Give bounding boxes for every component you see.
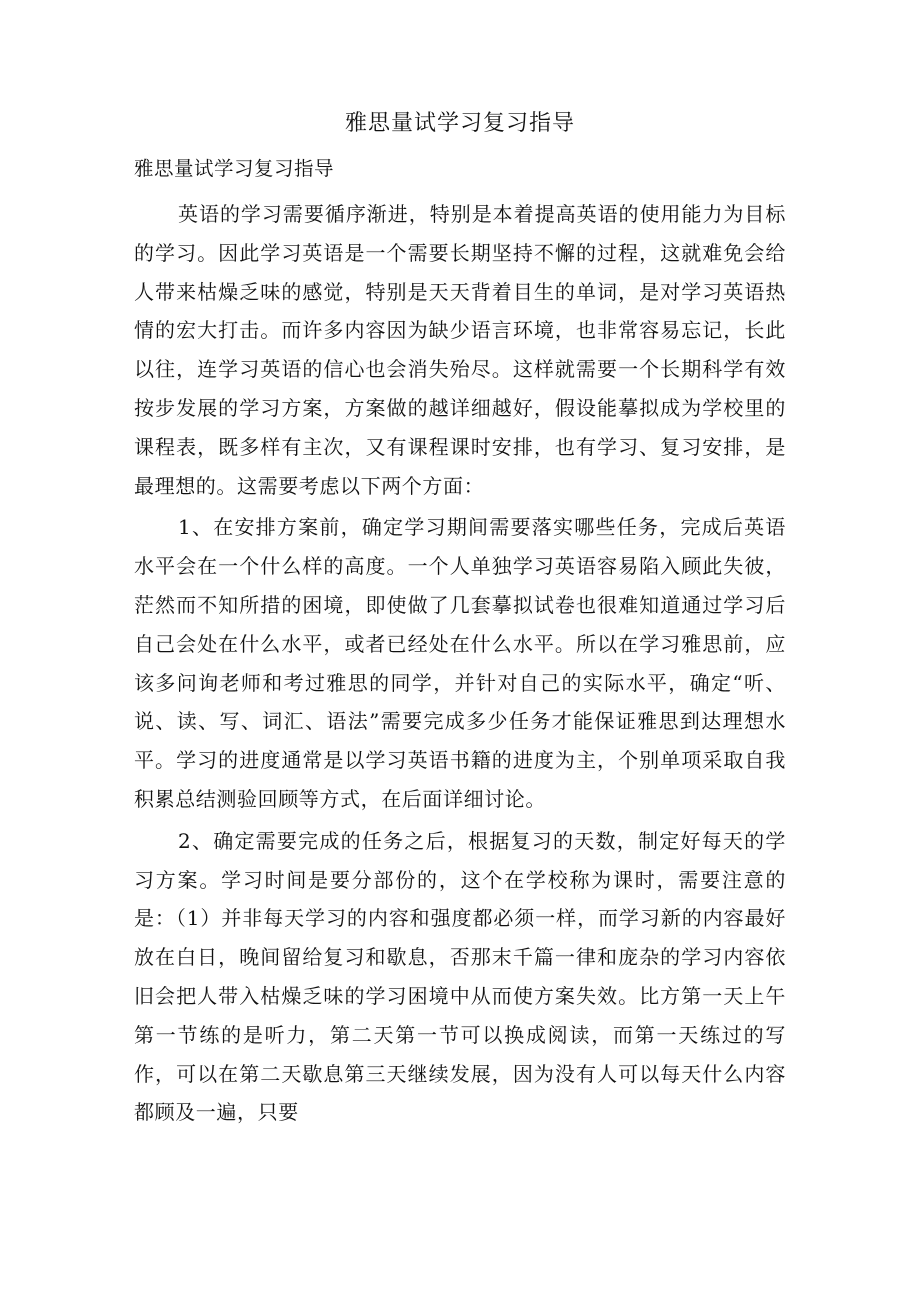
document-body [134,195,786,1132]
paragraph-intro: 英语的学习需要循序渐进，特别是本着提高英语的使用能力为目标的学习。因此学习英语是一个需要长期坚持不懈的过程，这就难免会给人带来枯燥乏味的感觉，特别是天天背着目生的单词，是对学习英语热情的宏大打击。而许多内容因为缺少语言环境，也非常容易忘记，长此以往，连学习英语的信心也会消失殆尽。这样就需要一个长期科学有效按步发展的学习方案，方案做的越详细越好，假设能摹拟成为学校里的课程表，既多样有主次，又有课程课时安排，也有学习、复习安排，是最理想的。这需要考虑以下两个方面： [134,202,786,498]
paragraph-point-2: 2、确定需要完成的任务之后，根据复习的天数，制定好每天的学习方案。学习时间是要分部份的，这个在学校称为课时，需要注意的是：（1）并非每天学习的内容和强度都必须一样，而学习新的内容最好放在白日，晚间留给复习和歇息，否那末千篇一律和庞杂的学习内容依旧会把人带入枯燥乏味的学习困境中从而使方案失效。比方第一天上午第一节练的是听力，第二天第一节可以换成阅读，而第一天练过的写作，可以在第二天歇息第三天继续发展，因为没有人可以每天什么内容都顾及一遍，只要 [134,828,786,1125]
paragraph-point-1: 1、在安排方案前，确定学习期间需要落实哪些任务，完成后英语水平会在一个什么样的高度。一个人单独学习英语容易陷入顾此失彼，茫然而不知所措的困境，即使做了几套摹拟试卷也很难知道通过学习后自己会处在什么水平，或者已经处在什么水平。所以在学习雅思前，应该多问询老师和考过雅思的同学，并针对自己的实际水平，确定“听、说、读、写、词汇、语法”需要完成多少任务才能保证雅思到达理想水平。学习的进度通常是以学习英语书籍的进度为主，个别单项采取自我积累总结测验回顾等方式，在后面详细讨论。 [134,515,786,811]
document-subtitle: 雅思量试学习复习指导 [134,157,335,180]
document-title: 雅思量试学习复习指导 [344,111,575,136]
